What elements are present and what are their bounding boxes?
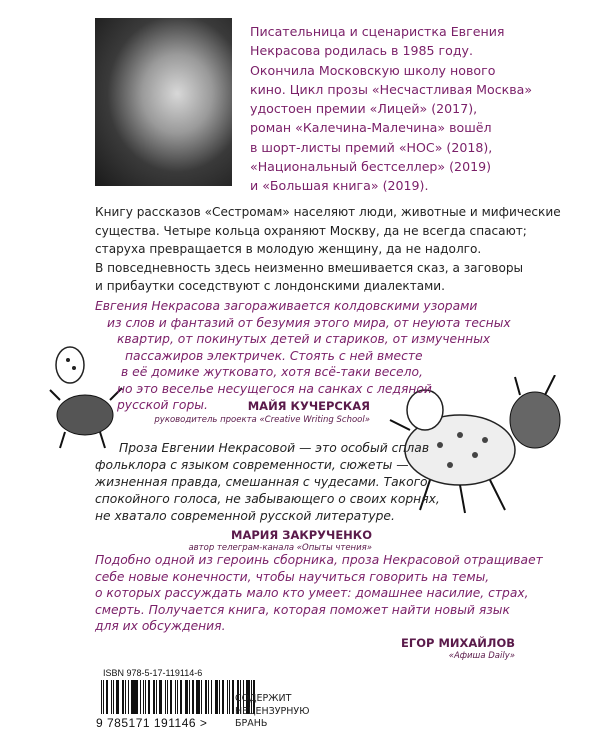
barcode-bar [134, 680, 137, 714]
barcode-bar [122, 680, 124, 714]
barcode [101, 680, 257, 720]
annotation-line: В повседневность здесь неизменно вмешивается сказ, а заговоры [95, 260, 524, 275]
barcode-bar [159, 680, 162, 714]
barcode-bar [128, 680, 129, 714]
review-quote-3 [95, 552, 543, 635]
barcode-bar [113, 680, 114, 714]
barcode-bar [219, 680, 220, 714]
barcode-bar [156, 680, 157, 714]
barcode-bar [215, 680, 218, 714]
barcode-bar [229, 680, 230, 714]
quote-line: Проза Евгении Некрасовой — это особый сплав [119, 441, 430, 455]
quote-line: пассажиров электричек. Стоять с ней вместе [125, 348, 423, 363]
barcode-bar [116, 680, 119, 714]
bio-line: Окончила Московскую школу нового [250, 62, 496, 78]
quote-line: жизненная правда, смешанная с чудесами. Такого [95, 475, 428, 489]
barcode-bar [222, 680, 224, 714]
warning-line: БРАНЬ [235, 718, 268, 729]
quote-line: квартир, от покинутых детей и стариков, от измученных [117, 332, 491, 346]
bio-line: в шорт-листы премий «НОС» (2018), [250, 139, 493, 155]
barcode-bar [143, 680, 144, 714]
barcode-bar [177, 680, 178, 714]
barcode-bar [198, 680, 199, 714]
barcode-bar [131, 680, 133, 714]
quote-line: из слов и фантазий от безумия этого мира, от неуюта тесных [107, 315, 511, 330]
review-quote-1 [95, 298, 511, 414]
book-annotation [95, 203, 561, 296]
isbn-label: ISBN 978-5-17-119114-6 [103, 668, 203, 678]
barcode-bar [140, 680, 141, 714]
barcode-bar [101, 680, 102, 714]
warning-line: СОДЕРЖИТ [235, 693, 292, 704]
bio-line: кино. Цикл прозы «Несчастливая Москва» [250, 81, 533, 97]
quote-author-3: ЕГОР МИХАЙЛОВ [401, 636, 515, 650]
quote-line: в её домике жутковато, хотя всё-таки весело, [121, 365, 423, 379]
barcode-bar [175, 680, 176, 714]
barcode-bar [111, 680, 112, 714]
bio-line: роман «Калечина-Малечина» вошёл [250, 120, 492, 136]
annotation-line: существа. Четыре кольца охраняют Москву, да не всегда спасают; [95, 223, 527, 238]
barcode-bar [167, 680, 168, 714]
barcode-bar [196, 680, 197, 714]
barcode-bar [103, 680, 104, 714]
barcode-bar [106, 680, 108, 714]
barcode-bar [180, 680, 182, 714]
barcode-bar [192, 680, 194, 714]
quote-line: фольклора с языком современности, сюжеты — [95, 458, 409, 472]
author-bio [250, 22, 590, 196]
barcode-bar [205, 680, 207, 714]
barcode-bar [201, 680, 202, 714]
bio-line: «Национальный бестселлер» (2019) [250, 159, 492, 175]
annotation-line: и прибаутки соседствуют с лондонскими диалектами. [95, 279, 446, 293]
barcode-bar [227, 680, 228, 714]
barcode-digits: 9 785171 191146 > [96, 716, 208, 730]
barcode-bar [148, 680, 150, 714]
quote-line: русской горы. [117, 398, 208, 412]
warning-line: НЕЦЕНЗУРНУЮ [235, 705, 310, 717]
barcode-bar [145, 680, 146, 714]
barcode-bar [208, 680, 209, 714]
barcode-bar [185, 680, 188, 714]
quote-author-1: МАЙЯ КУЧЕРСКАЯ [247, 399, 370, 413]
quote-line: не хватало современной русской литературе. [95, 509, 395, 523]
bio-line: Некрасова родилась в 1985 году. [250, 43, 473, 59]
quote-author-role-3: «Афиша Daily» [448, 651, 515, 661]
quote-line: смерть. Получается книга, которая поможет найти новый язык [95, 602, 510, 617]
bio-line: удостоен премии «Лицей» (2017), [250, 101, 478, 117]
barcode-bar [125, 680, 126, 714]
quote-line: спокойного голоса, не забывающего о своих корнях, [95, 492, 440, 506]
bio-line: и «Большая книга» (2019). [250, 178, 429, 194]
review-quote-2 [95, 440, 440, 525]
quote-author-role-1: руководитель проекта «Creative Writing School» [154, 415, 370, 425]
quote-line: но это веселье несущегося на санках с ледяной [117, 381, 432, 396]
quote-line: Подобно одной из героинь сборника, проза Некрасовой отращивает [95, 553, 543, 567]
barcode-bar [153, 680, 155, 714]
annotation-line: Книгу рассказов «Сестромам» населяют люди, животные и мифические [95, 205, 561, 219]
bio-line: Писательница и сценаристка Евгения [250, 24, 505, 39]
quote-author-2: МАРИЯ ЗАКРУЧЕНКО [231, 528, 372, 542]
quote-line: для их обсуждения. [95, 619, 226, 633]
quote-author-role-2: автор телеграм-канала «Опыты чтения» [188, 543, 372, 553]
quote-line: себе новые конечности, чтобы научиться говорить на темы, [95, 569, 490, 584]
author-photo [95, 18, 232, 186]
barcode-bar [232, 680, 234, 714]
barcode-bar [165, 680, 166, 714]
barcode-bar [189, 680, 190, 714]
annotation-line: старуха превращается в молодую женщину, да не надолго. [95, 242, 482, 256]
quote-line: Евгения Некрасова загораживается колдовскими узорами [95, 299, 478, 313]
barcode-bar [170, 680, 172, 714]
barcode-bar [211, 680, 212, 714]
quote-line: о которых рассуждать мало кто умеет: домашнее насилие, страх, [95, 586, 529, 600]
content-warning [235, 693, 309, 731]
